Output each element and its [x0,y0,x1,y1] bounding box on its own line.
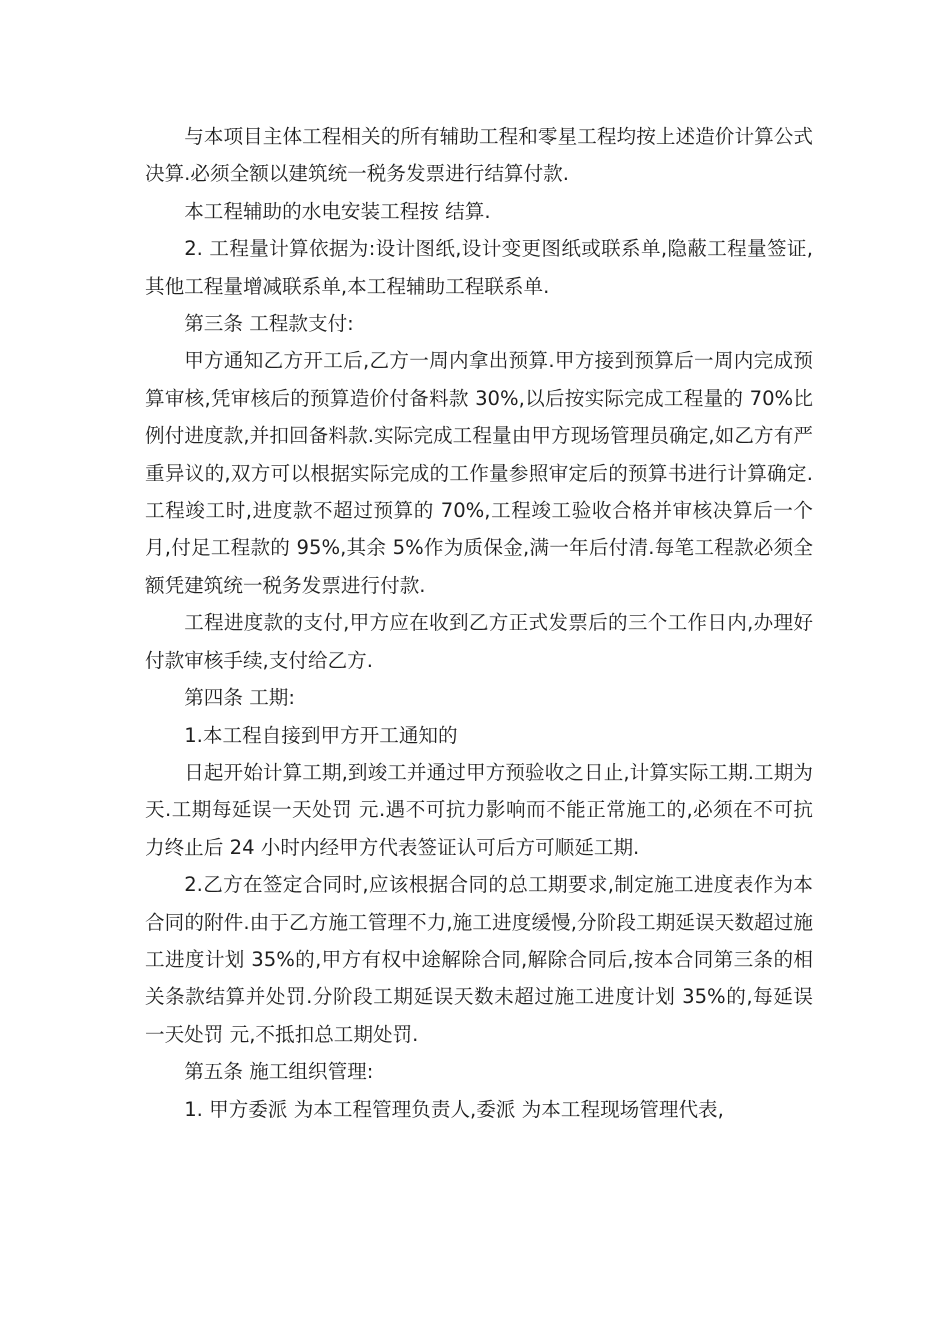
document-body [145,118,813,1128]
paragraph-progress-payment: 工程进度款的支付,甲方应在收到乙方正式发票后的三个工作日内,办理好付款审核手续,支付给乙方. [145,611,813,672]
heading-article-3: 第三条 工程款支付: [184,312,354,336]
paragraph-schedule-start: 1.本工程自接到甲方开工通知的 [184,723,458,747]
heading-article-5: 第五条 施工组织管理: [184,1060,374,1084]
paragraph-quantity-basis: 2. 工程量计算依据为:设计图纸,设计变更图纸或联系单,隐蔽工程量签证,其他工程量增减联系单,本工程辅助工程联系单. [145,237,813,298]
paragraph-plumbing-electrical: 本工程辅助的水电安装工程按 结算. [184,199,491,223]
paragraph-schedule-plan: 2.乙方在签定合同时,应该根据合同的总工期要求,制定施工进度表作为本合同的附件.由于乙方施工管理不力,施工进度缓慢,分阶段工期延误天数超过施工进度计划 35%的,甲方有权中途解除合同,解除合同后,按本合同第三条的相关条款结算并处罚.分阶段工期延误天数未超过施工进度计划 35%的,每延误一天处罚 元,不抵扣总工期处罚. [145,873,813,1046]
paragraph-auxiliary-works: 与本项目主体工程相关的所有辅助工程和零星工程均按上述造价计算公式决算.必须全额以建筑统一税务发票进行结算付款. [145,125,813,186]
paragraph-management-representatives: 1. 甲方委派 为本工程管理负责人,委派 为本工程现场管理代表, [184,1097,724,1121]
paragraph-payment-terms: 甲方通知乙方开工后,乙方一周内拿出预算.甲方接到预算后一周内完成预算审核,凭审核后的预算造价付备料款 30%,以后按实际完成工程量的 70%比例付进度款,并扣回备料款.实际完成工程量由甲方现场管理员确定,如乙方有严重异议的,双方可以根据实际完成的工作量参照审定后的预算书进行计算确定.工程竣工时,进度款不超过预算的 70%,工程竣工验收合格并审核决算后一个月,付足工程款的 95%,其余 5%作为质保金,满一年后付清.每笔工程款必须全额凭建筑统一税务发票进行付款. [145,349,813,597]
paragraph-schedule-calculation: 日起开始计算工期,到竣工并通过甲方预验收之日止,计算实际工期.工期为 天.工期每延误一天处罚 元.遇不可抗力影响而不能正常施工的,必须在不可抗力终止后 24 小时内经甲方代表签证认可后方可顺延工期. [145,760,813,859]
heading-article-4: 第四条 工期: [184,686,295,710]
